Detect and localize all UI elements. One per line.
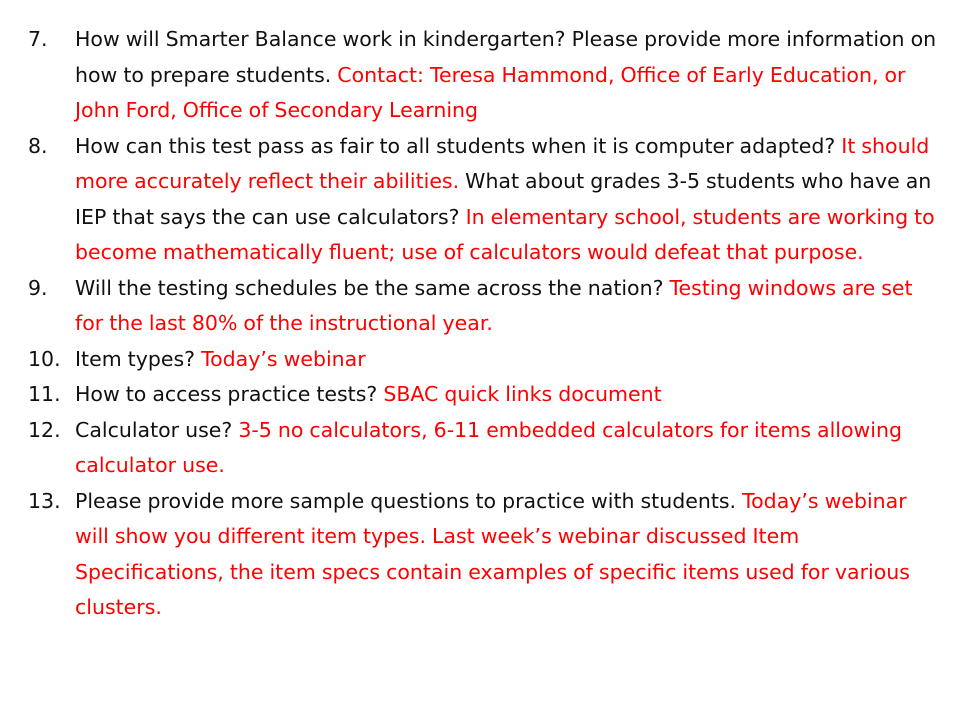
- question-text: Calculator use?: [75, 417, 233, 442]
- question-text: How to access practice tests?: [75, 382, 378, 406]
- answer-text: Testing windows are set for the last 80% of the instructional year.: [75, 275, 913, 335]
- item-number: 8.: [28, 133, 48, 158]
- faq-list: [28, 22, 946, 626]
- item-text: [75, 271, 946, 342]
- faq-item-10: [28, 342, 946, 378]
- faq-item-12: [28, 413, 946, 484]
- answer-text: Today’s webinar will show you different item types. Last week’s webinar discussed Item Specifications, the item specs contain examples of specific items used for various clusters.: [75, 488, 910, 619]
- faq-item-11: [28, 377, 946, 413]
- answer-text: Today’s webinar: [201, 346, 366, 371]
- answer-text: 3-5 no calculators, 6-11 embedded calculators for items allowing calculator use.: [75, 417, 902, 477]
- answer-text: It should more accurately reflect their abilities.: [75, 133, 930, 193]
- item-number: 7.: [28, 27, 48, 51]
- answer-text: Contact: Teresa Hammond, Office of Early Education, or John Ford, Office of Secondary Learning: [75, 62, 906, 122]
- item-text: [75, 377, 946, 413]
- item-text: [75, 484, 946, 626]
- item-number: 12.: [28, 417, 61, 442]
- question-text: Item types?: [75, 346, 196, 371]
- question-text-2: What about grades 3-5 students who have an IEP that says the can use calculators?: [75, 169, 932, 229]
- answer-text-2: In elementary school, students are working to become mathematically fluent; use of calculators would defeat that purpose.: [75, 204, 935, 264]
- faq-item-13: [28, 484, 946, 626]
- item-number: 13.: [28, 488, 61, 513]
- item-text: [75, 342, 946, 378]
- question-text: How will Smarter Balance work in kindergarten? Please provide more information on how to prepare students.: [75, 27, 937, 87]
- faq-item-9: [28, 271, 946, 342]
- item-text: [75, 22, 946, 129]
- question-text: Please provide more sample questions to practice with students.: [75, 488, 737, 513]
- item-text: [75, 129, 946, 271]
- answer-text: SBAC quick links document: [383, 382, 662, 406]
- item-number: 10.: [28, 346, 61, 371]
- item-text: [75, 413, 946, 484]
- question-text: How can this test pass as fair to all students when it is computer adapted?: [75, 133, 836, 158]
- item-number: 11.: [28, 382, 61, 406]
- item-number: 9.: [28, 275, 48, 300]
- question-text: Will the testing schedules be the same across the nation?: [75, 275, 664, 300]
- faq-item-8: [28, 129, 946, 271]
- faq-item-7: [28, 22, 946, 129]
